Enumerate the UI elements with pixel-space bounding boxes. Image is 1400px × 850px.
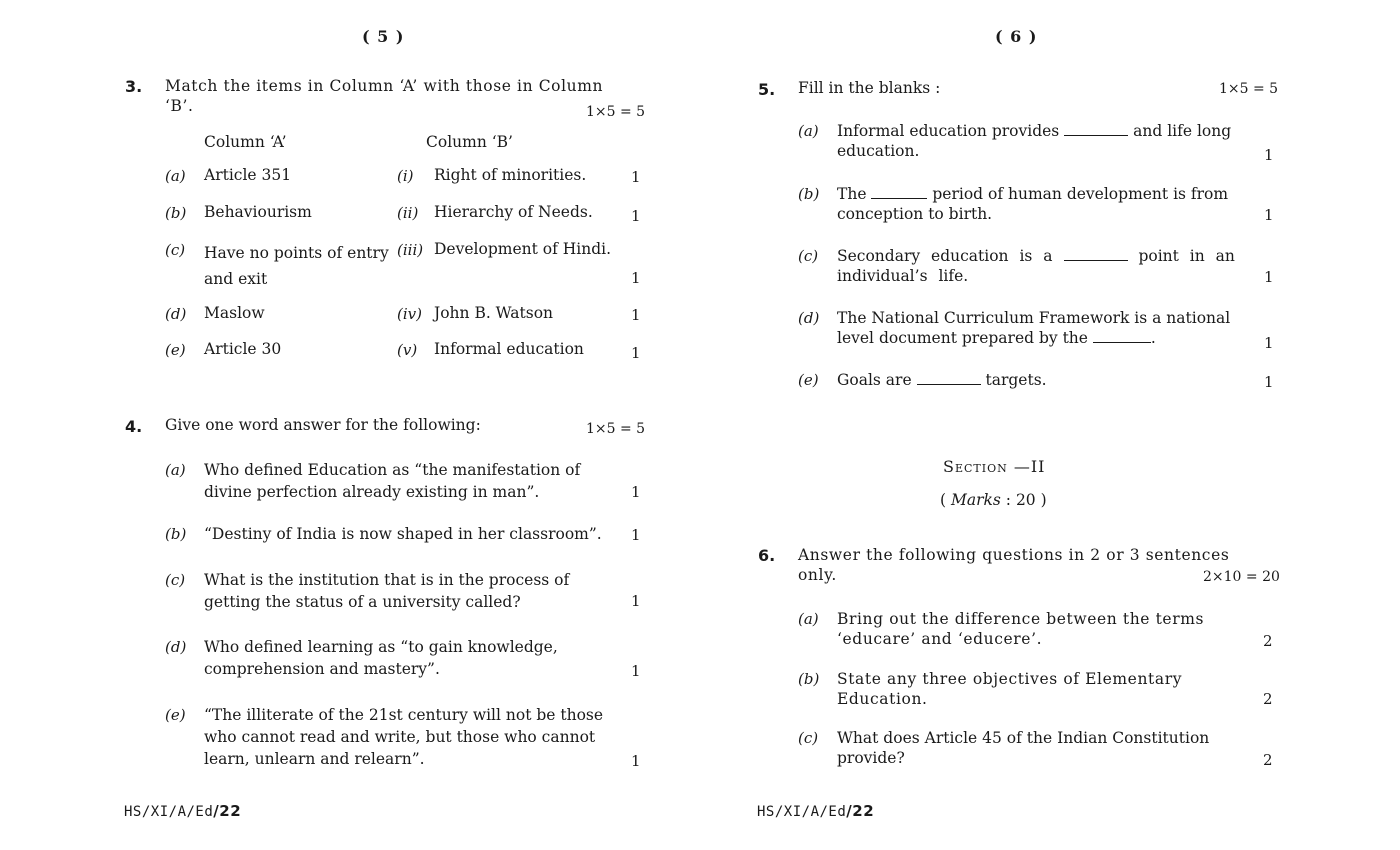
q6-item-b-mark: 2 — [1263, 690, 1273, 708]
match-row-a-text: Article 351 — [204, 166, 292, 184]
match-row-d-text: Maslow — [204, 304, 265, 322]
q5-item-c-text — [837, 246, 1237, 286]
question-3-number: 3. — [125, 77, 143, 96]
q6-item-a-mark: 2 — [1263, 632, 1273, 650]
q4-item-b-mark: 1 — [631, 526, 641, 544]
q5-item-b-after: period of human development is from conception to birth. — [837, 185, 1229, 223]
match-row-i-label: (i) — [397, 167, 414, 185]
q6-item-b-label: (b) — [798, 670, 820, 688]
q5-item-c-blank — [1064, 248, 1128, 261]
q5-item-c-after: point in an individual’s life. — [837, 247, 1235, 285]
section-marks-word: Marks — [950, 491, 1001, 509]
question-5-marks: 1×5 = 5 — [1219, 81, 1279, 97]
question-6-text: Answer the following questions in 2 or 3 sentences only. — [798, 546, 1230, 584]
q5-item-a-text — [837, 121, 1237, 161]
q5-item-a-blank — [1064, 123, 1128, 136]
question-3-marks: 1×5 = 5 — [586, 104, 646, 120]
q4-item-b-label: (b) — [165, 525, 187, 543]
q5-item-e-label: (e) — [798, 371, 819, 389]
q6-item-c-label: (c) — [798, 729, 819, 747]
question-6-number: 6. — [758, 546, 776, 565]
match-row-b-text: Behaviourism — [204, 203, 312, 221]
q5-item-b-label: (b) — [798, 185, 820, 203]
q5-item-b-blank — [871, 186, 927, 199]
match-row-iv-text: John B. Watson — [434, 304, 554, 322]
question-4-number: 4. — [125, 417, 143, 436]
q5-item-e-blank — [917, 372, 981, 385]
match-row-iv-label: (iv) — [397, 305, 422, 323]
q5-item-b-text — [837, 184, 1237, 224]
q6-item-a-text: Bring out the difference between the terms ‘educare’ and ‘educere’. — [837, 610, 1205, 648]
question-6-marks: 2×10 = 20 — [1203, 569, 1280, 585]
q5-item-c-before: Secondary education is a — [837, 247, 1053, 265]
match-row-iii-label: (iii) — [397, 241, 424, 259]
match-row-e-mark: 1 — [631, 344, 641, 362]
section-marks: ( Marks : 20 ) — [940, 491, 1047, 509]
match-row-iii-text: Development of Hindi. — [434, 240, 612, 258]
match-row-a-mark: 1 — [631, 168, 641, 186]
q5-item-e-mark: 1 — [1264, 373, 1274, 391]
footer-code-text: HS/XI/A/Ed — [124, 804, 214, 820]
section-title: Section —II — [943, 457, 1046, 476]
q4-item-d-text: Who defined learning as “to gain knowledge, comprehension and mastery”. — [204, 638, 558, 678]
q5-item-c-label: (c) — [798, 247, 819, 265]
q4-item-e-text: “The illiterate of the 21st century will not be those who cannot read and write, but those who cannot learn, unlearn and relearn”. — [204, 706, 604, 768]
q5-item-a-mark: 1 — [1264, 146, 1274, 164]
q5-item-e-before: Goals are — [837, 371, 912, 389]
q5-item-d-before: The National Curriculum Framework is a national level document prepared by the — [837, 309, 1231, 347]
match-row-d-mark: 1 — [631, 306, 641, 324]
match-row-b-mark: 1 — [631, 207, 641, 225]
section-marks-value: : 20 — [1005, 491, 1036, 509]
q4-item-a-label: (a) — [165, 461, 186, 479]
footer-code-text: HS/XI/A/Ed — [757, 804, 847, 820]
match-row-i-text: Right of minorities. — [434, 166, 587, 184]
match-row-c-label: (c) — [165, 241, 186, 259]
column-b-header: Column ‘B’ — [426, 133, 513, 151]
q4-item-a-text: Who defined Education as “the manifestation of divine perfection already existing in man”. — [204, 461, 581, 501]
q4-item-e-mark: 1 — [631, 752, 641, 770]
footer-code-right — [757, 802, 874, 820]
page-number-right: ( 6 ) — [995, 27, 1038, 46]
question-3-text: Match the items in Column ‘A’ with those in Column ‘B’. — [165, 77, 604, 115]
match-row-v-label: (v) — [397, 341, 418, 359]
q5-item-d-after: . — [1150, 329, 1156, 347]
q5-item-a-label: (a) — [798, 122, 819, 140]
q5-item-b-before: The — [837, 185, 867, 203]
q5-item-b-mark: 1 — [1264, 206, 1274, 224]
q4-item-d-mark: 1 — [631, 662, 641, 680]
match-row-ii-label: (ii) — [397, 204, 419, 222]
q4-item-c-text: What is the institution that is in the process of getting the status of a university called? — [204, 571, 570, 611]
match-row-b-label: (b) — [165, 204, 187, 222]
q5-item-a-before: Informal education provides — [837, 122, 1060, 140]
match-row-e-text: Article 30 — [204, 340, 282, 358]
match-row-c-text: Have no points of entry and exit — [204, 244, 389, 288]
q5-item-e-text — [837, 370, 1237, 390]
q4-item-d-label: (d) — [165, 638, 187, 656]
q4-item-c-label: (c) — [165, 571, 186, 589]
q4-item-b-text: “Destiny of India is now shaped in her classroom”. — [204, 525, 602, 543]
column-a-header: Column ‘A’ — [204, 133, 287, 151]
match-row-ii-text: Hierarchy of Needs. — [434, 203, 593, 221]
question-5-text: Fill in the blanks : — [798, 79, 941, 97]
q4-item-e-label: (e) — [165, 706, 186, 724]
footer-year: /22 — [846, 802, 875, 820]
match-row-d-label: (d) — [165, 305, 187, 323]
q5-item-a-after: and life long education. — [837, 122, 1232, 160]
q5-item-c-mark: 1 — [1264, 268, 1274, 286]
q5-item-e-after: targets. — [985, 371, 1047, 389]
footer-code-left — [124, 802, 241, 820]
match-row-v-text: Informal education — [434, 340, 584, 358]
match-row-c-mark: 1 — [631, 269, 641, 287]
q6-item-a-label: (a) — [798, 610, 819, 628]
question-4-text: Give one word answer for the following: — [165, 416, 481, 434]
q5-item-d-mark: 1 — [1264, 334, 1274, 352]
q4-item-c-mark: 1 — [631, 592, 641, 610]
question-5-number: 5. — [758, 80, 776, 99]
page-number-left: ( 5 ) — [362, 27, 405, 46]
match-row-e-label: (e) — [165, 341, 186, 359]
question-4-marks: 1×5 = 5 — [586, 421, 646, 437]
match-row-a-label: (a) — [165, 167, 186, 185]
q5-item-d-blank — [1093, 330, 1151, 343]
q6-item-c-text: What does Article 45 of the Indian Constitution provide? — [837, 729, 1210, 767]
q6-item-c-mark: 2 — [1263, 751, 1273, 769]
q5-item-d-text — [837, 308, 1237, 348]
footer-year: /22 — [213, 802, 242, 820]
q4-item-a-mark: 1 — [631, 483, 641, 501]
q5-item-d-label: (d) — [798, 309, 820, 327]
q6-item-b-text: State any three objectives of Elementary Education. — [837, 670, 1183, 708]
